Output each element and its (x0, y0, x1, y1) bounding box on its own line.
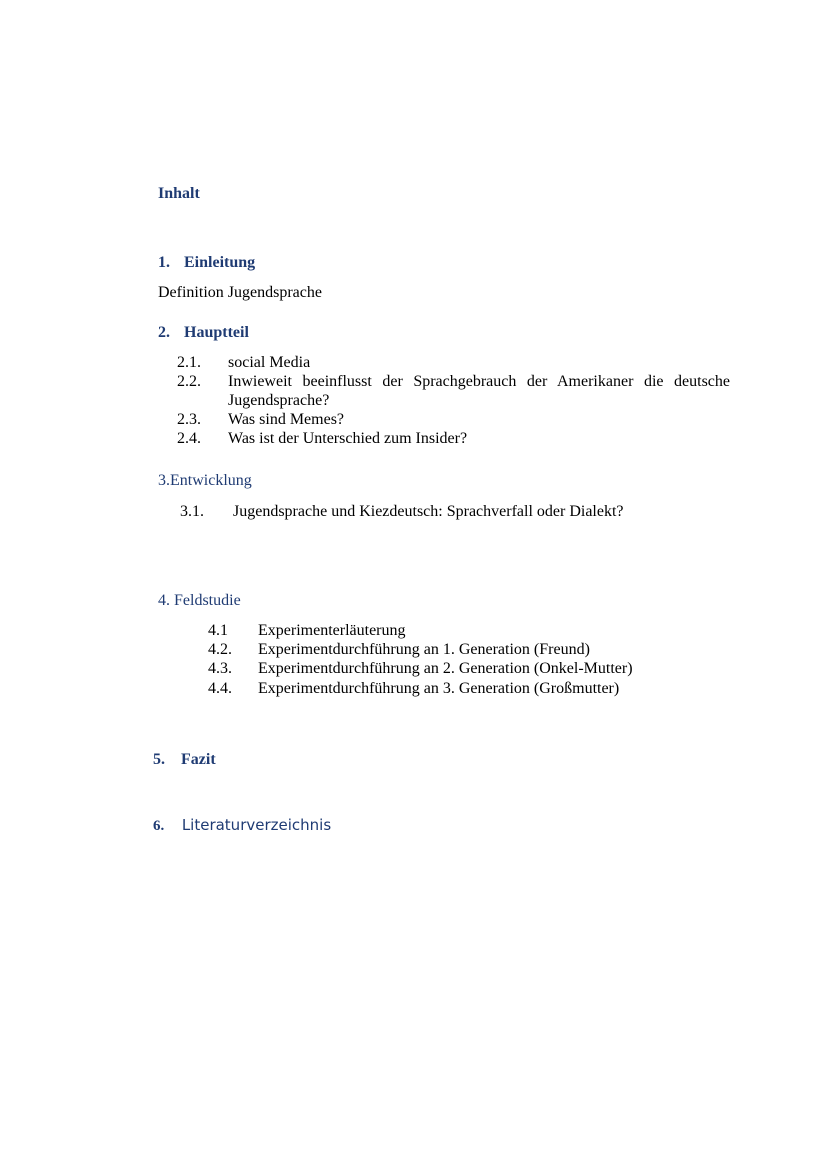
toc-entry-number: 4.4. (208, 680, 232, 697)
section-2-heading (158, 324, 249, 342)
section-1-number: 1. (158, 254, 170, 271)
toc-entry-number: 4.1 (208, 622, 228, 639)
section-4-heading: 4. Feldstudie (158, 592, 241, 609)
toc-entry-number: 4.2. (208, 641, 232, 658)
section-1-text: Definition Jugendsprache (158, 284, 322, 301)
section-5-number: 5. (153, 751, 165, 768)
toc-entry-text: Experimentdurchführung an 3. Generation (Großmutter) (258, 680, 620, 697)
toc-entry-text: Inwieweit beeinflusst der Sprachgebrauch der Amerikaner die deutsche (228, 373, 730, 390)
toc-entry-text: Experimentdurchführung an 2. Generation (Onkel-Mutter) (258, 660, 633, 677)
toc-entry-number: 2.2. (177, 373, 201, 390)
toc-entry-4-1 (208, 621, 406, 640)
toc-entry-number: 3.1. (180, 503, 204, 520)
toc-entry-number: 2.4. (177, 430, 201, 447)
toc-title: Inhalt (158, 185, 200, 202)
toc-entry-4-4 (208, 679, 619, 698)
toc-entry-number: 2.3. (177, 411, 201, 428)
section-6-number: 6. (153, 818, 165, 834)
toc-entry-text: Experimenterläuterung (258, 622, 406, 639)
toc-entry-number: 4.3. (208, 660, 232, 677)
section-6-title: Literaturverzeichnis (181, 816, 332, 834)
toc-entry-2-3 (177, 410, 344, 429)
toc-entry-text: Experimentdurchführung an 1. Generation (Freund) (258, 641, 590, 658)
toc-entry-text: Was sind Memes? (228, 411, 345, 428)
toc-entry-number: 2.1. (177, 354, 201, 371)
toc-entry-2-2 (177, 372, 228, 391)
toc-entry-4-2 (208, 640, 590, 659)
toc-entry-3-1 (180, 502, 624, 521)
section-5-title: Fazit (181, 751, 216, 768)
section-1-heading (158, 254, 255, 272)
section-6-heading (153, 816, 331, 835)
toc-entry-text: Jugendsprache und Kiezdeutsch: Sprachverfall oder Dialekt? (233, 503, 624, 520)
section-2-title: Hauptteil (184, 324, 249, 341)
section-2-number: 2. (158, 324, 170, 341)
toc-entry-text: social Media (228, 354, 311, 371)
toc-entry-2-1 (177, 353, 310, 372)
section-5-heading (153, 751, 216, 769)
toc-entry-text: Was ist der Unterschied zum Insider? (228, 430, 468, 447)
section-3-heading: 3.Entwicklung (158, 472, 252, 489)
toc-entry-text-continuation: Jugendsprache? (228, 392, 330, 409)
section-1-title: Einleitung (184, 254, 256, 271)
toc-entry-4-3 (208, 659, 633, 678)
toc-entry-2-4 (177, 429, 467, 448)
